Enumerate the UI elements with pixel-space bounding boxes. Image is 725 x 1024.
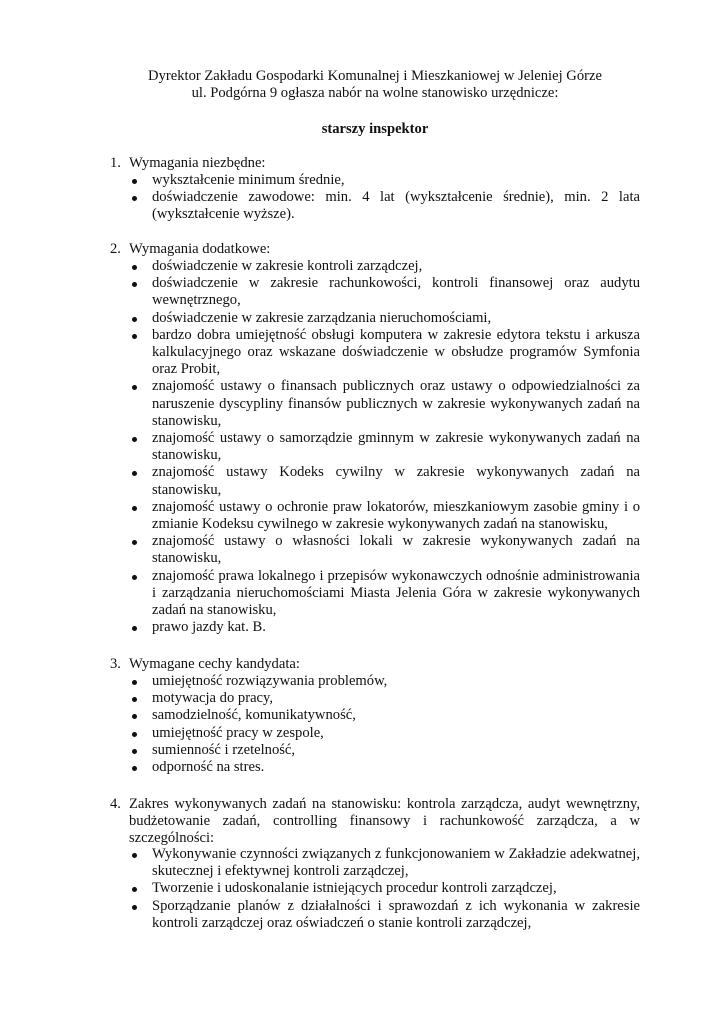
list-item: znajomość ustawy Kodeks cywilny w zakresie wykonywanych zadań na stanowisku,	[130, 464, 640, 498]
bullet-icon	[132, 385, 137, 390]
section-number: 4.	[110, 796, 121, 812]
section-title: Wymagane cechy kandydata:	[129, 656, 300, 672]
list-item: znajomość ustawy o własności lokali w zakresie wykonywanych zadań na stanowisku,	[130, 533, 640, 567]
bullet-icon	[132, 437, 137, 442]
section-number: 1.	[110, 155, 121, 171]
section-1-heading	[110, 155, 640, 172]
list-item: umiejętność pracy w zespole,	[130, 725, 640, 742]
bullet-icon	[132, 265, 137, 270]
section-title: Wymagania dodatkowe:	[129, 241, 271, 257]
section-1-list	[130, 172, 640, 224]
bullet-icon	[132, 697, 137, 702]
list-item: doświadczenie w zakresie kontroli zarządczej,	[130, 258, 640, 275]
bullet-icon	[132, 196, 137, 201]
bullet-icon	[132, 680, 137, 685]
bullet-icon	[132, 317, 137, 322]
list-item: Wykonywanie czynności związanych z funkcjonowaniem w Zakładzie adekwatnej, skutecznej i efektywnej kontroli zarządczej,	[130, 846, 640, 880]
list-item: doświadczenie w zakresie rachunkowości, kontroli finansowej oraz audytu wewnętrznego,	[130, 275, 640, 309]
section-3-list	[130, 673, 640, 776]
section-2-heading	[110, 241, 640, 258]
list-item: prawo jazdy kat. B.	[130, 619, 640, 636]
position-title: starszy inspektor	[321, 121, 429, 137]
bullet-icon	[132, 540, 137, 545]
section-4-list	[130, 846, 640, 932]
section-number: 3.	[110, 656, 121, 672]
bullet-icon	[132, 853, 137, 858]
section-title: Zakres wykonywanych zadań na stanowisku: kontrola zarządcza, audyt wewnętrzny, budżetowanie zadań, controlling finansowy i rachunkowość zarządcza, a w szczególności:	[129, 796, 640, 847]
list-item: znajomość ustawy o samorządzie gminnym w zakresie wykonywanych zadań na stanowisku,	[130, 430, 640, 464]
bullet-icon	[132, 714, 137, 719]
list-item: doświadczenie zawodowe: min. 4 lat (wykształcenie średnie), min. 2 lata (wykształcenie wyższe).	[130, 189, 640, 223]
list-item: znajomość prawa lokalnego i przepisów wykonawczych odnośnie administrowania i zarządzania nieruchomościami Miasta Jelenia Góra w zakresie wykonywanych zadań na stanowisku,	[130, 568, 640, 620]
list-item: wykształcenie minimum średnie,	[130, 172, 640, 189]
list-item: umiejętność rozwiązywania problemów,	[130, 673, 640, 690]
bullet-icon	[132, 506, 137, 511]
bullet-icon	[132, 732, 137, 737]
section-4-heading	[110, 796, 640, 848]
list-item: samodzielność, komunikatywność,	[130, 707, 640, 724]
header-line-2: ul. Podgórna 9 ogłasza nabór na wolne stanowisko urzędnicze:	[191, 85, 559, 102]
list-item: bardzo dobra umiejętność obsługi komputera w zakresie edytora tekstu i arkusza kalkulacyjnego oraz wskazane doświadczenie w obsłudze programów Symfonia oraz Probit,	[130, 327, 640, 379]
list-item: sumienność i rzetelność,	[130, 742, 640, 759]
list-item: Sporządzanie planów z działalności i sprawozdań z ich wykonania w zakresie kontroli zarządczej oraz oświadczeń o stanie kontroli zarządczej,	[130, 898, 640, 932]
list-item: motywacja do pracy,	[130, 690, 640, 707]
list-item: znajomość ustawy o finansach publicznych oraz ustawy o odpowiedzialności za naruszenie dyscypliny finansów publicznych w zakresie wykonywanych zadań na stanowisku,	[130, 378, 640, 430]
list-item: Tworzenie i udoskonalanie istniejących procedur kontroli zarządczej,	[130, 880, 640, 897]
bullet-icon	[132, 887, 137, 892]
bullet-icon	[132, 575, 137, 580]
bullet-icon	[132, 179, 137, 184]
header-line-1: Dyrektor Zakładu Gospodarki Komunalnej i Mieszkaniowej w Jeleniej Górze	[148, 68, 602, 84]
bullet-icon	[132, 334, 137, 339]
bullet-icon	[132, 905, 137, 910]
bullet-icon	[132, 282, 137, 287]
section-2-list	[130, 258, 640, 636]
bullet-icon	[132, 626, 137, 631]
section-3-heading	[110, 656, 640, 673]
list-item: znajomość ustawy o ochronie praw lokatorów, mieszkaniowym zasobie gminy i o zmianie Kodeksu cywilnego w zakresie wykonywanych zadań na stanowisku,	[130, 499, 640, 533]
bullet-icon	[132, 471, 137, 476]
document-header	[110, 68, 640, 102]
section-number: 2.	[110, 241, 121, 257]
list-item: odporność na stres.	[130, 759, 640, 776]
list-item: doświadczenie w zakresie zarządzania nieruchomościami,	[130, 310, 640, 327]
section-title: Wymagania niezbędne:	[129, 155, 266, 171]
bullet-icon	[132, 766, 137, 771]
bullet-icon	[132, 749, 137, 754]
